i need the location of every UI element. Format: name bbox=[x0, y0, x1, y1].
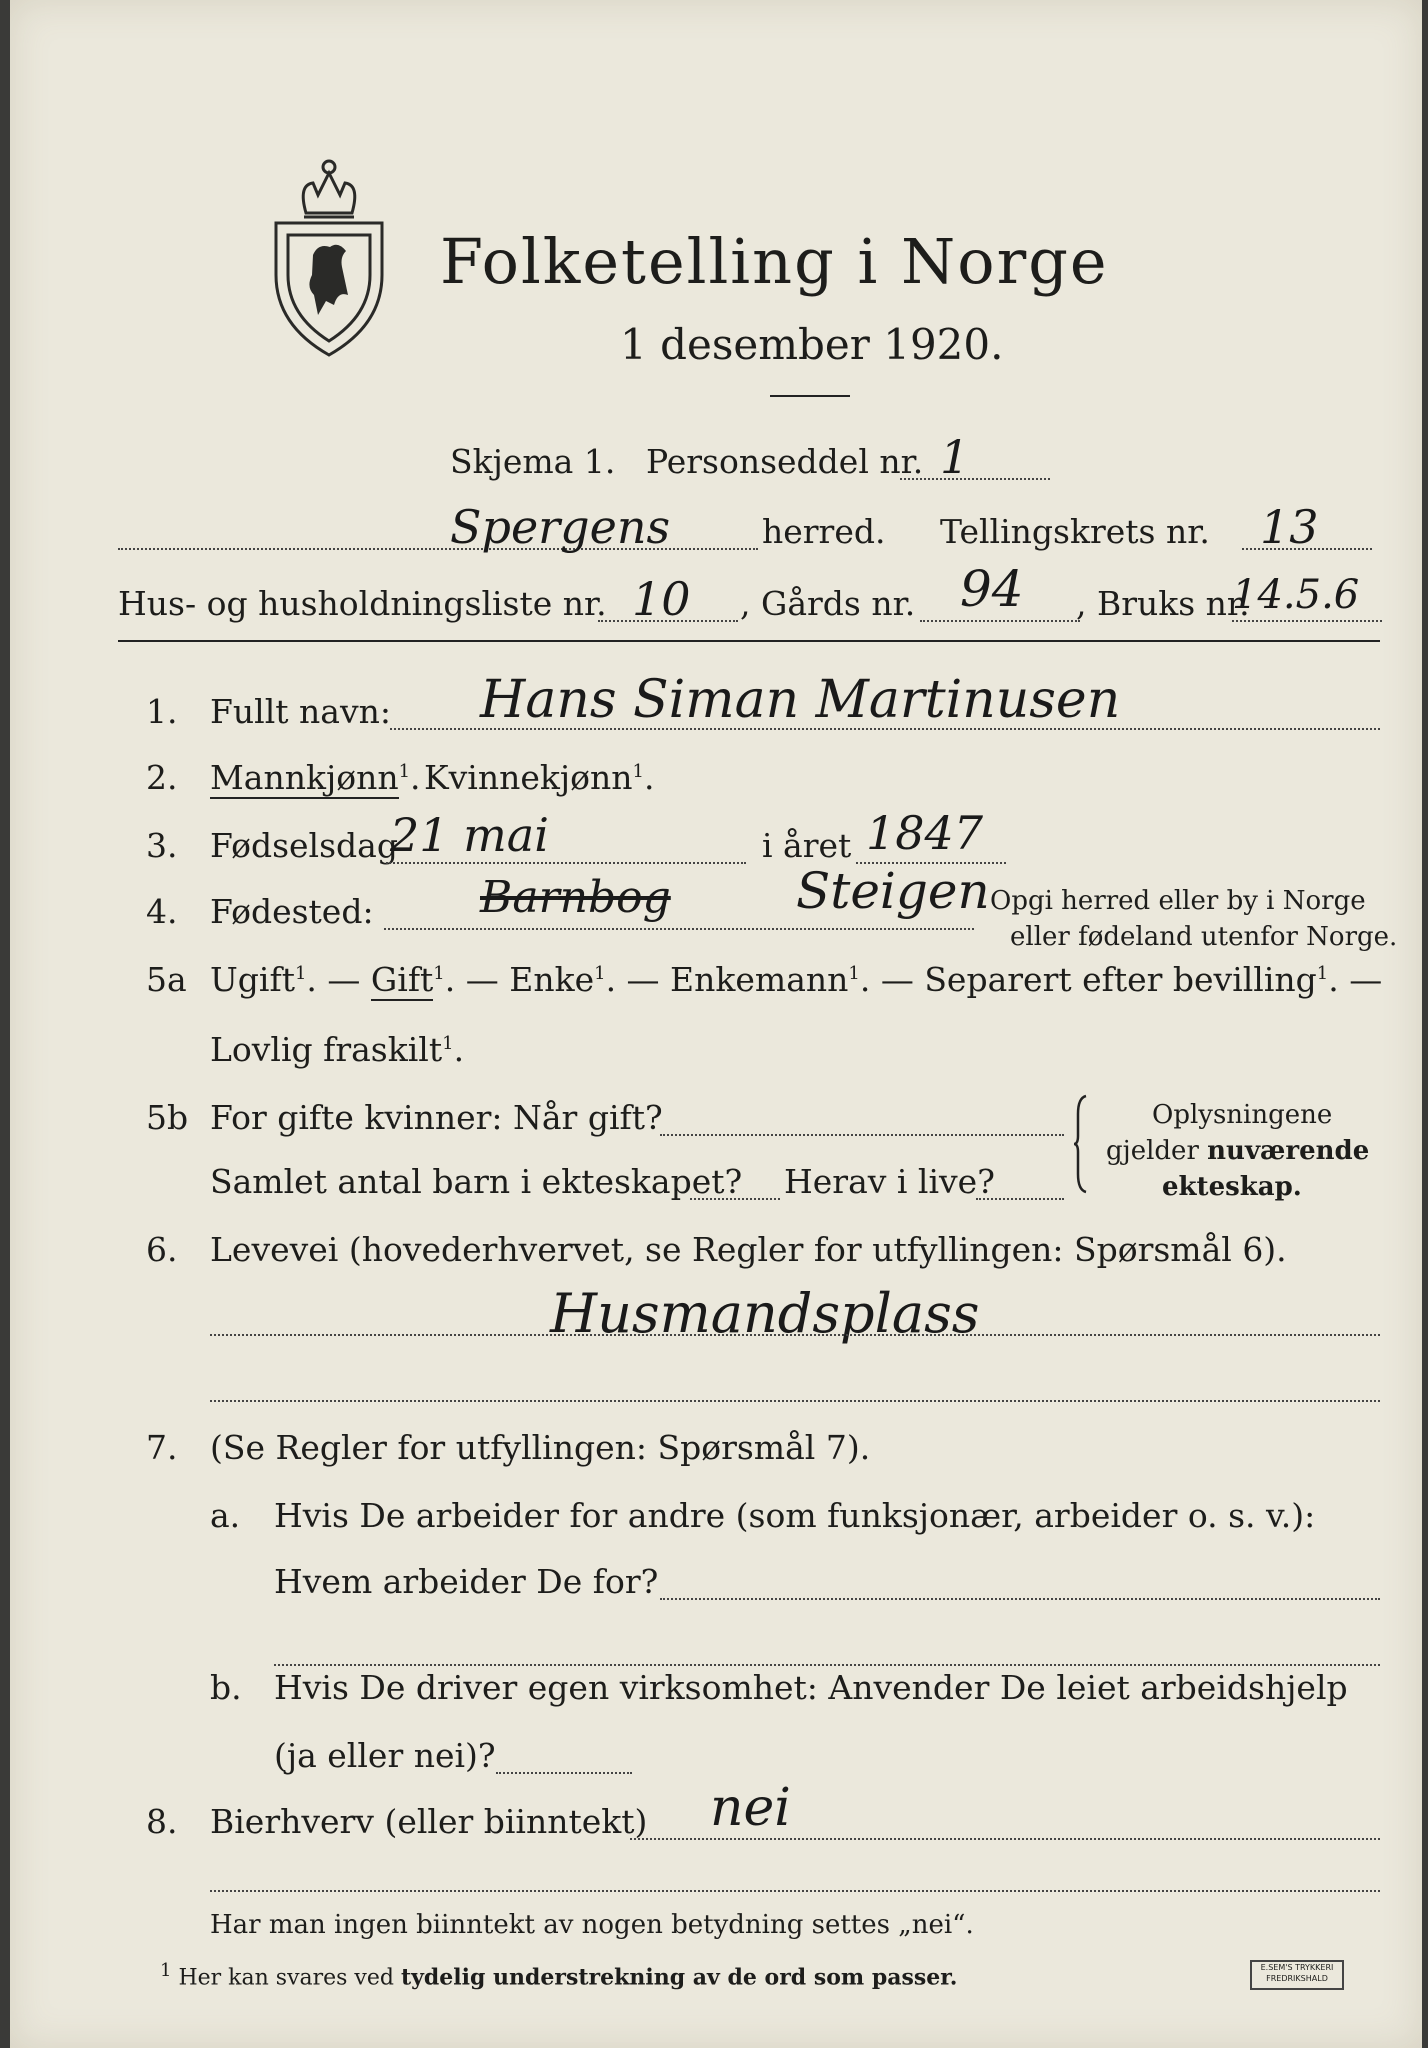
q7a-question: Hvem arbeider De for? bbox=[274, 1562, 659, 1601]
census-form bbox=[10, 0, 1422, 2048]
q5b-note2: gjelder nuværende bbox=[1106, 1136, 1370, 1166]
q5a-gift: Gift bbox=[370, 960, 434, 999]
q1-label: Fullt navn: bbox=[210, 692, 391, 731]
q3-number: 3. bbox=[146, 826, 178, 865]
q2-number: 2. bbox=[146, 758, 178, 797]
q5a-lovlig: Lovlig fraskilt$^1$. bbox=[210, 1030, 465, 1069]
q7a-text: Hvis De arbeider for andre (som funksjonær, arbeider o. s. v.): bbox=[274, 1496, 1316, 1535]
q5b-label2: Samlet antal barn i ekteskapet? bbox=[210, 1162, 743, 1201]
q3-year-value: 1847 bbox=[866, 806, 984, 860]
hus-value: 10 bbox=[632, 572, 691, 626]
gards-line bbox=[920, 620, 1080, 622]
q7b-letter: b. bbox=[210, 1668, 242, 1707]
q1-number: 1. bbox=[146, 692, 178, 731]
q7-label: (Se Regler for utfyllingen: Spørsmål 7). bbox=[210, 1428, 871, 1467]
header-section-rule bbox=[118, 640, 1380, 642]
q6-value: Husmandsplass bbox=[550, 1282, 980, 1345]
q5b-children-line bbox=[690, 1198, 780, 1200]
q3-year-label: i året bbox=[762, 826, 852, 865]
q5a-separert: Separert efter bevilling bbox=[924, 960, 1317, 999]
q5b-brace bbox=[1074, 1094, 1090, 1194]
title-divider bbox=[770, 395, 850, 397]
q1-value: Hans Siman Martinusen bbox=[480, 670, 1121, 730]
q7b-line bbox=[496, 1772, 632, 1774]
q4-value: Steigen bbox=[796, 862, 990, 920]
personseddel-value: 1 bbox=[940, 430, 970, 484]
q4-note-line1: Opgi herred eller by i Norge bbox=[990, 886, 1366, 916]
q4-line bbox=[384, 928, 974, 930]
q4-label: Fødested: bbox=[210, 892, 374, 931]
q7-number: 7. bbox=[146, 1428, 178, 1467]
q5b-label1: For gifte kvinner: Når gift? bbox=[210, 1098, 663, 1137]
q5a-ugift: Ugift bbox=[210, 960, 295, 999]
q5a-enkemann: Enkemann bbox=[670, 960, 849, 999]
bruks-line bbox=[1232, 620, 1382, 622]
footer-note: Har man ingen biinntekt av nogen betydning settes „nei“. bbox=[210, 1910, 974, 1940]
bruks-value: 14.5.6 bbox=[1232, 572, 1360, 618]
q6-line1 bbox=[210, 1334, 1380, 1336]
q4-number: 4. bbox=[146, 892, 178, 931]
q7b-text: Hvis De driver egen virksomhet: Anvender De leiet arbeidshjelp bbox=[274, 1668, 1348, 1707]
q5b-note1: Oplysningene bbox=[1152, 1100, 1333, 1130]
q5b-note3: ekteskap. bbox=[1162, 1172, 1302, 1202]
q2-female-label: Kvinnekjønn bbox=[424, 758, 633, 797]
q4-note-line2: eller fødeland utenfor Norge. bbox=[1010, 922, 1398, 952]
tellingskrets-label: Tellingskrets nr. bbox=[940, 512, 1210, 551]
q2-female: Kvinnekjønn$^1$. bbox=[424, 758, 655, 797]
q3-label: Fødselsdag bbox=[210, 826, 398, 865]
herred-value: Spergens bbox=[450, 500, 671, 554]
q2-male: Mannkjønn$^1$. bbox=[210, 758, 421, 797]
printer-stamp: E.SEM'S TRYKKERI FREDRIKSHALD bbox=[1250, 1960, 1344, 1990]
q5b-alive-line bbox=[976, 1198, 1064, 1200]
q7a-line1 bbox=[660, 1598, 1380, 1600]
q7a-letter: a. bbox=[210, 1496, 241, 1535]
q5b-married-line bbox=[660, 1134, 1064, 1136]
form-date: 1 desember 1920. bbox=[620, 320, 1004, 369]
q3-day-line bbox=[386, 862, 746, 864]
coat-of-arms-icon bbox=[268, 155, 390, 360]
q2-male-label: Mannkjønn bbox=[210, 758, 399, 797]
personseddel-label: Personseddel nr. bbox=[646, 442, 924, 481]
q4-struck-value: Barnbog bbox=[480, 872, 671, 923]
q6-number: 6. bbox=[146, 1230, 178, 1269]
q8-label: Bierhverv (eller biinntekt) bbox=[210, 1802, 648, 1841]
tellingskrets-value: 13 bbox=[1260, 500, 1319, 554]
schema-label: Skjema 1. bbox=[450, 442, 616, 481]
herred-label: herred. bbox=[762, 512, 886, 551]
form-title: Folketelling i Norge bbox=[440, 225, 1109, 298]
q8-number: 8. bbox=[146, 1802, 178, 1841]
q6-line2 bbox=[210, 1400, 1380, 1402]
personseddel-line bbox=[900, 478, 1050, 480]
q5a-number: 5a bbox=[146, 960, 187, 999]
gards-value: 94 bbox=[960, 560, 1024, 618]
q5a-options: Ugift$^1$. — Gift$^1$. — Enke$^1$. — Enkemann$^1$. — Separert efter bevilling$^1$. — bbox=[210, 960, 1383, 999]
q7a-line2 bbox=[274, 1664, 1380, 1666]
q8-line bbox=[630, 1838, 1380, 1840]
footnote: $^1$ Her kan svares ved tydelig understrekning av de ord som passer. bbox=[160, 1960, 958, 1991]
bruks-label: , Bruks nr. bbox=[1076, 584, 1250, 623]
hus-label: Hus- og husholdningsliste nr. bbox=[118, 584, 607, 623]
q7b-question: (ja eller nei)? bbox=[274, 1736, 496, 1775]
q5b-number: 5b bbox=[146, 1098, 189, 1137]
q3-day-value: 21 mai bbox=[390, 808, 549, 862]
q6-label: Levevei (hovederhvervet, se Regler for utfyllingen: Spørsmål 6). bbox=[210, 1230, 1287, 1269]
q5a-enke: Enke bbox=[509, 960, 595, 999]
q8-value: nei bbox=[710, 1778, 791, 1838]
gards-label: , Gårds nr. bbox=[740, 584, 916, 623]
q8-line2 bbox=[210, 1890, 1380, 1892]
q5b-label3: Herav i live? bbox=[784, 1162, 995, 1201]
